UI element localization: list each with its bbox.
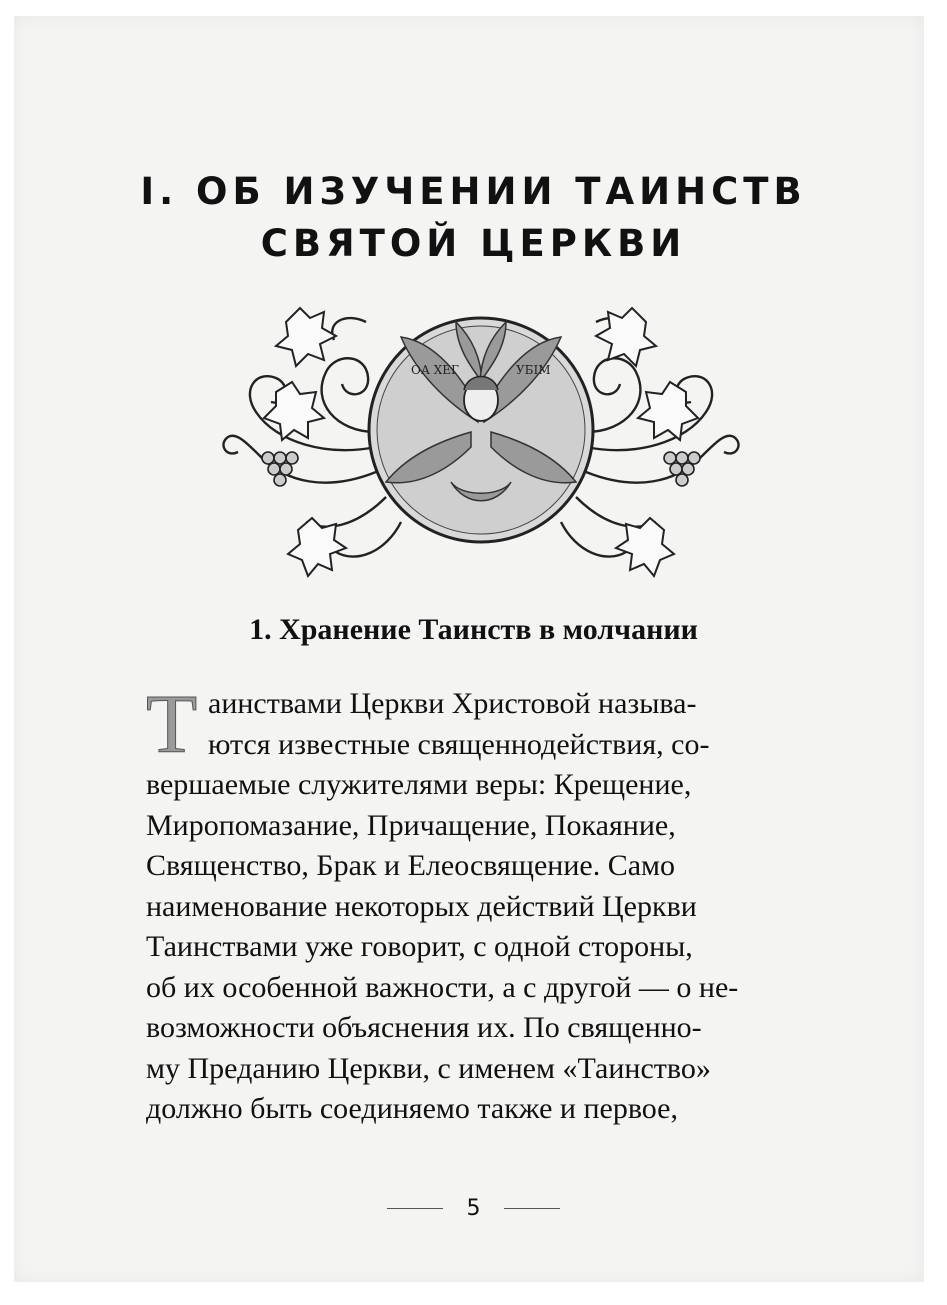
body-paragraph: [146, 684, 866, 1130]
page-number: 5: [466, 1196, 481, 1221]
seraph-vine-ornament: [216, 282, 746, 582]
paragraph-line: Священство, Брак и Елеосвящение. Само: [146, 849, 675, 882]
paragraph-line: Таинствами уже говорит, с одной стороны,: [146, 930, 693, 963]
footer-rule-right: [504, 1208, 560, 1209]
inscription-left: ОА ХЕГ: [411, 363, 459, 377]
chapter-title-line-1: I. ОБ ИЗУЧЕНИИ ТАИНСТВ: [140, 170, 807, 213]
paragraph-line: наименование некоторых действий Церкви: [146, 889, 697, 923]
paragraph-line: должно быть соединяемо также и первое,: [146, 1092, 678, 1125]
paragraph-line: возможности объяснения их. По священно-: [146, 1011, 702, 1044]
paragraph-line: ются известные священнодействия, со-: [208, 727, 710, 761]
footer-rule-left: [387, 1208, 443, 1209]
paragraph-line: вершаемые служителями веры: Крещение,: [146, 768, 692, 801]
dropcap-text: Т: [146, 688, 198, 756]
chapter-title-line-2: СВЯТОЙ ЦЕРКВИ: [260, 222, 687, 265]
section-heading: 1. Хранение Таинств в молчании: [249, 613, 698, 646]
inscription-right: УБІМ: [516, 363, 551, 377]
paragraph-line: аинствами Церкви Христовой называ-: [208, 687, 697, 720]
paragraph-line: об их особенной важности, а с другой — о не-: [146, 970, 739, 1004]
paragraph-line: му Преданию Церкви, с именем «Таинство»: [146, 1051, 711, 1085]
chapter-title: [0, 166, 947, 270]
page-footer: [0, 1196, 947, 1221]
paragraph-line: Миропомазание, Причащение, Покаяние,: [146, 808, 676, 842]
